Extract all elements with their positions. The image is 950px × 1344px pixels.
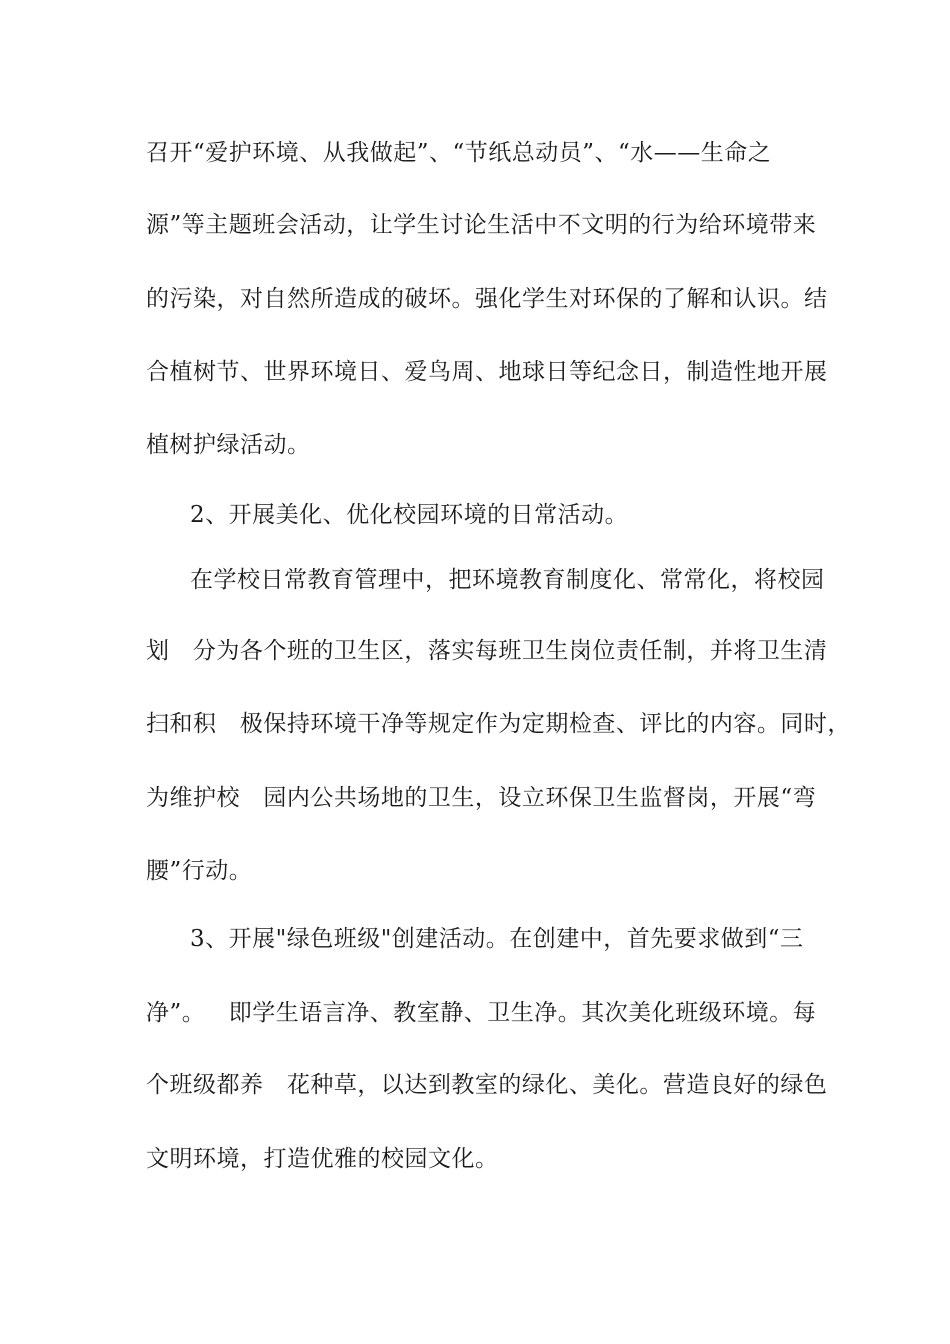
text-line: 植树护绿活动。: [146, 432, 311, 458]
text-line: 扫和积 极保持环境干净等规定作为定期检查、评比的内容。同时，: [146, 711, 851, 737]
text-line: 文明环境，打造优雅的校园文化。: [146, 1146, 499, 1172]
text-line: 的污染，对自然所造成的破坏。强化学生对环保的了解和认识。结: [146, 286, 828, 312]
section-heading: 3、开展"绿色班级"创建活动。在创建中，首先要求做到“三: [190, 926, 804, 952]
text-line: 个班级都养 花种草，以达到教室的绿化、美化。营造良好的绿色: [146, 1072, 828, 1098]
text-line: 合植树节、世界环境日、爱鸟周、地球日等纪念日，制造性地开展: [146, 359, 828, 385]
text-line: 在学校日常教育管理中，把环境教育制度化、常常化，将校园: [190, 567, 825, 593]
text-line: 源”等主题班会活动，让学生讨论生活中不文明的行为给环境带来: [146, 212, 817, 238]
text-line: 召开“爱护环境、从我做起”、“节纸总动员”、“水——生命之: [146, 140, 772, 166]
text-line: 腰”行动。: [146, 858, 253, 884]
section-heading: 2、开展美化、优化校园环境的日常活动。: [190, 502, 629, 528]
text-line: 划 分为各个班的卫生区，落实每班卫生岗位责任制，并将卫生清: [146, 638, 828, 664]
text-line: 净”。 即学生语言净、教室静、卫生净。其次美化班级环境。每: [146, 1000, 817, 1026]
text-line: 为维护校 园内公共场地的卫生，设立环保卫生监督岗，开展“弯: [146, 785, 817, 811]
